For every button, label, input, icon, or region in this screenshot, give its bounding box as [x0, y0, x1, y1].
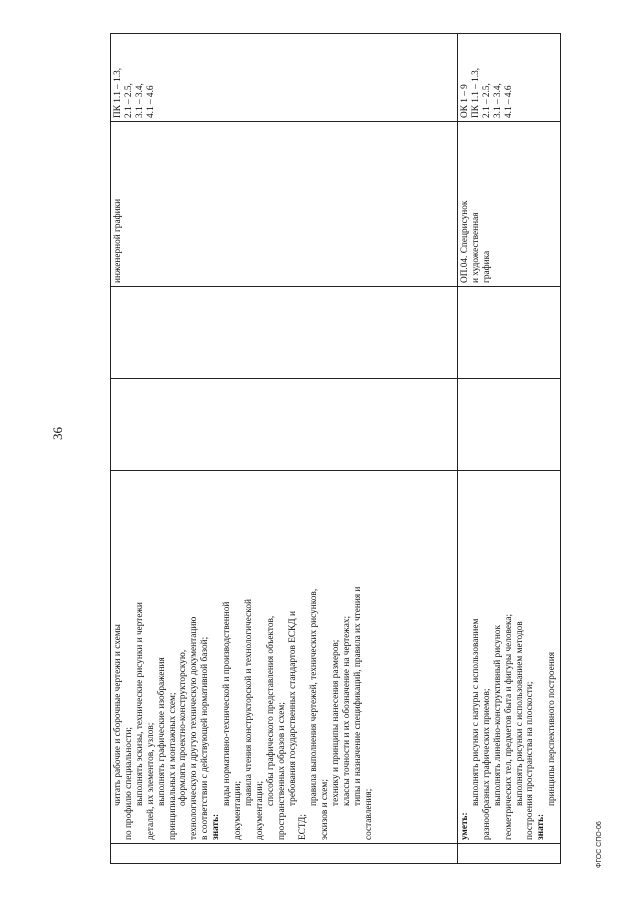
text-line: документации; — [232, 780, 243, 840]
discipline-cell — [458, 122, 561, 287]
text-line: выполнять графические изображения — [156, 657, 167, 806]
text-line: классы точности и их обозначение на чертежах; — [342, 615, 353, 806]
text-line: выполнять эскизы, технические рисунки и чертежи — [134, 602, 145, 806]
text-line: эскизов и схем; — [320, 779, 331, 840]
code-line: 4.1 – 4.6 — [503, 85, 514, 118]
text-line: уметь: — [460, 812, 470, 840]
text-line: выполнять рисунки с использованием методов — [514, 621, 525, 806]
code-line: ПК 1.1 – 1.3, — [113, 67, 123, 118]
discipline-name — [460, 125, 493, 283]
text-line: построения пространства на плоскости; — [525, 681, 536, 840]
code-line: 2.1 – 2.5, — [481, 83, 492, 118]
text-line: выполнять линейно-конструктивный рисунок — [492, 625, 503, 806]
text-line: разнообразных графических приемов; — [481, 688, 492, 840]
code-line: 4.1 – 4.6 — [145, 85, 156, 118]
codes-cell — [458, 34, 561, 122]
text-line: читать рабочие и сборочные чертежи и схемы — [113, 624, 123, 806]
text-line: выполнять рисунки с натуры с использованием — [470, 618, 481, 806]
discipline-name: инженерной графики — [113, 198, 123, 283]
text-line: геометрических тел, предметов быта и фигуры человека; — [503, 613, 514, 840]
code-line: 3.1 – 3.4, — [492, 83, 503, 118]
code-line: ПК 1.1 – 1.3, — [470, 67, 481, 118]
text-line: составления; — [363, 788, 374, 840]
competencies-text — [460, 474, 558, 840]
standards-table — [110, 33, 561, 864]
text-line: ЕСТД; — [298, 814, 309, 840]
max-hours-cell — [111, 379, 458, 471]
index-cell — [111, 844, 458, 864]
text-line: оформлять проектно-конструкторскую, — [178, 649, 189, 806]
text-line: принципиальных и монтажных схем; — [167, 692, 178, 840]
code-line: 3.1 – 3.4, — [134, 83, 145, 118]
max-hours-cell — [458, 379, 561, 471]
code-line: ОК 1 – 9 — [460, 84, 470, 118]
footer-label: ФГОС СПО-06 — [596, 821, 603, 868]
text-line: принципы перспективного построения — [547, 652, 558, 806]
text-line: в соответствии с действующей нормативной базой; — [200, 636, 211, 840]
competencies-cell — [111, 471, 458, 844]
table-row — [458, 34, 561, 864]
text-line: по профилю специальности; — [123, 727, 134, 840]
discipline-cell — [111, 122, 458, 287]
text-line: технологическую и другую техническую документацию — [189, 616, 200, 840]
text-line: знать: — [211, 813, 222, 840]
rotated-content — [110, 34, 590, 864]
text-line: знать: — [536, 813, 547, 840]
code-line: ОП.04. Спецрисунок — [460, 200, 470, 283]
text-line: типы и назначение спецификаций, правила их чтения и — [352, 586, 363, 806]
competencies-cell — [458, 471, 561, 844]
index-cell — [458, 844, 561, 864]
text-line: правила чтения конструкторской и технологической — [243, 599, 254, 806]
text-line: способы графического представления объектов, — [265, 615, 276, 806]
text-line: документации; — [254, 780, 265, 840]
code-line: графика — [481, 250, 492, 283]
text-line: правила выполнения чертежей, технических рисунков, — [309, 588, 320, 806]
competency-codes — [113, 37, 157, 118]
text-line: пространственных образов и схем; — [276, 702, 287, 840]
table-row — [111, 34, 458, 864]
text-line: деталей, их элементов, узлов; — [145, 722, 156, 840]
code-line: и художественная — [470, 212, 481, 283]
hours-cell — [458, 287, 561, 379]
text-line: требования государственных стандартов ЕСКД и — [287, 611, 298, 806]
competency-codes — [460, 37, 515, 118]
competencies-text — [113, 474, 375, 840]
code-line: 2.1 – 2.5, — [123, 83, 134, 118]
text-line: технику и принципы нанесения размеров; — [331, 639, 342, 806]
codes-cell — [111, 34, 458, 122]
page-number: 36 — [50, 427, 65, 440]
hours-cell — [111, 287, 458, 379]
text-line: виды нормативно-технической и производственной — [222, 601, 233, 806]
